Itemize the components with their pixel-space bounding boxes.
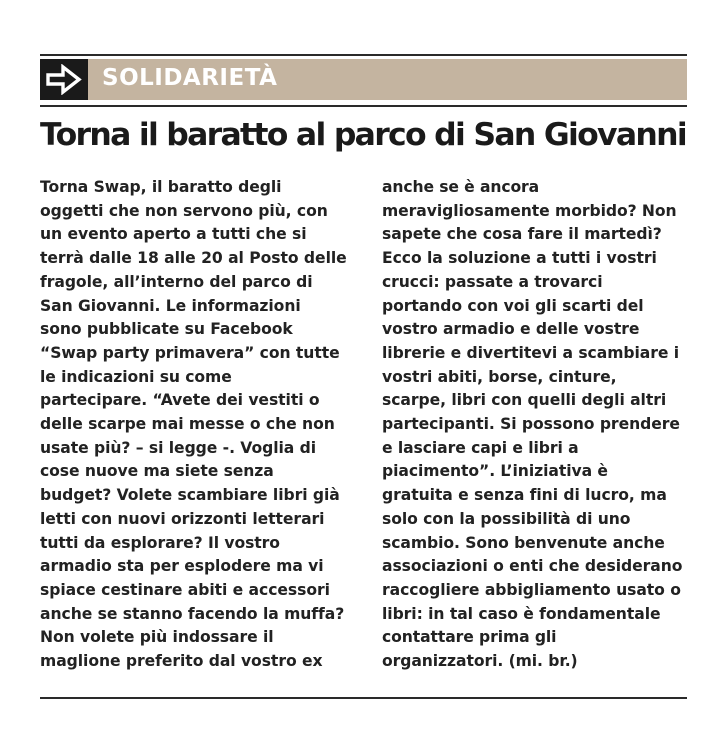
- banner-bottom-rule: [40, 105, 687, 107]
- article-line: gratuita e senza fini di lucro, ma: [382, 486, 667, 505]
- article-column-right: [382, 176, 702, 674]
- article-line: oggetti che non servono più, con: [40, 201, 328, 220]
- article-column-left: [40, 176, 360, 674]
- article-line: librerie e divertitevi a scambiare i: [382, 343, 680, 362]
- section-kicker: SOLIDARIETÀ: [102, 65, 278, 91]
- article-line: sono pubblicate su Facebook: [40, 320, 293, 339]
- article-line: solo con la possibilità di uno: [382, 509, 631, 528]
- article-line: raccogliere abbigliamento usato o: [382, 580, 681, 599]
- article-line: “Swap party primavera” con tutte: [40, 343, 340, 362]
- article-line: usate più? – si legge -. Voglia di: [40, 438, 317, 457]
- article-line: piacimento”. L’iniziativa è: [382, 462, 608, 481]
- article-line: vostri abiti, borse, cinture,: [382, 367, 617, 386]
- section-banner: [40, 59, 687, 100]
- article-line: contattare prima gli: [382, 628, 557, 647]
- article-line: budget? Volete scambiare libri già: [40, 486, 340, 505]
- article-line: San Giovanni. Le informazioni: [40, 296, 301, 315]
- article-line: cose nuove ma siete senza: [40, 462, 274, 481]
- right-arrow-icon: [46, 64, 82, 95]
- top-rule: [40, 54, 687, 56]
- article-line: maglione preferito dal vostro ex: [40, 652, 323, 671]
- article-line: organizzatori. (mi. br.): [382, 652, 578, 671]
- article-line: meravigliosamente morbido? Non: [382, 201, 677, 220]
- article-line: fragole, all’interno del parco di: [40, 272, 313, 291]
- article-line: terrà dalle 18 alle 20 al Posto delle: [40, 249, 347, 268]
- article-headline: Torna il baratto al parco di San Giovanni: [40, 117, 686, 153]
- article-line: scarpe, libri con quelli degli altri: [382, 391, 667, 410]
- article-line: partecipanti. Si possono prendere: [382, 415, 680, 434]
- article-line: anche se è ancora: [382, 178, 540, 196]
- article-line: armadio sta per esplodere ma vi: [40, 557, 324, 576]
- bottom-rule: [40, 697, 687, 699]
- article-line: associazioni o enti che desiderano: [382, 557, 683, 576]
- article-line: scambio. Sono benvenute anche: [382, 533, 665, 552]
- article-line: Torna Swap, il baratto degli: [40, 178, 282, 196]
- article-line: crucci: passate a trovarci: [382, 272, 603, 291]
- article-line: Non volete più indossare il: [40, 628, 274, 647]
- article-line: portando con voi gli scarti del: [382, 296, 644, 315]
- article-line: partecipare. “Avete dei vestiti o: [40, 391, 320, 410]
- article-line: le indicazioni su come: [40, 367, 232, 386]
- article-line: spiace cestinare abiti e accessori: [40, 580, 330, 599]
- article-line: sapete che cosa fare il martedì?: [382, 225, 662, 244]
- article-line: letti con nuovi orizzonti letterari: [40, 509, 325, 528]
- article-line: Ecco la soluzione a tutti i vostri: [382, 249, 657, 268]
- article-line: delle scarpe mai messe o che non: [40, 415, 335, 434]
- article-line: vostro armadio e delle vostre: [382, 320, 640, 339]
- article-line: un evento aperto a tutti che si: [40, 225, 307, 244]
- article-line: libri: in tal caso è fondamentale: [382, 604, 661, 623]
- article-line: anche se stanno facendo la muffa?: [40, 604, 345, 623]
- arrow-box: [40, 59, 88, 100]
- article-line: tutti da esplorare? Il vostro: [40, 533, 280, 552]
- article-line: e lasciare capi e libri a: [382, 438, 579, 457]
